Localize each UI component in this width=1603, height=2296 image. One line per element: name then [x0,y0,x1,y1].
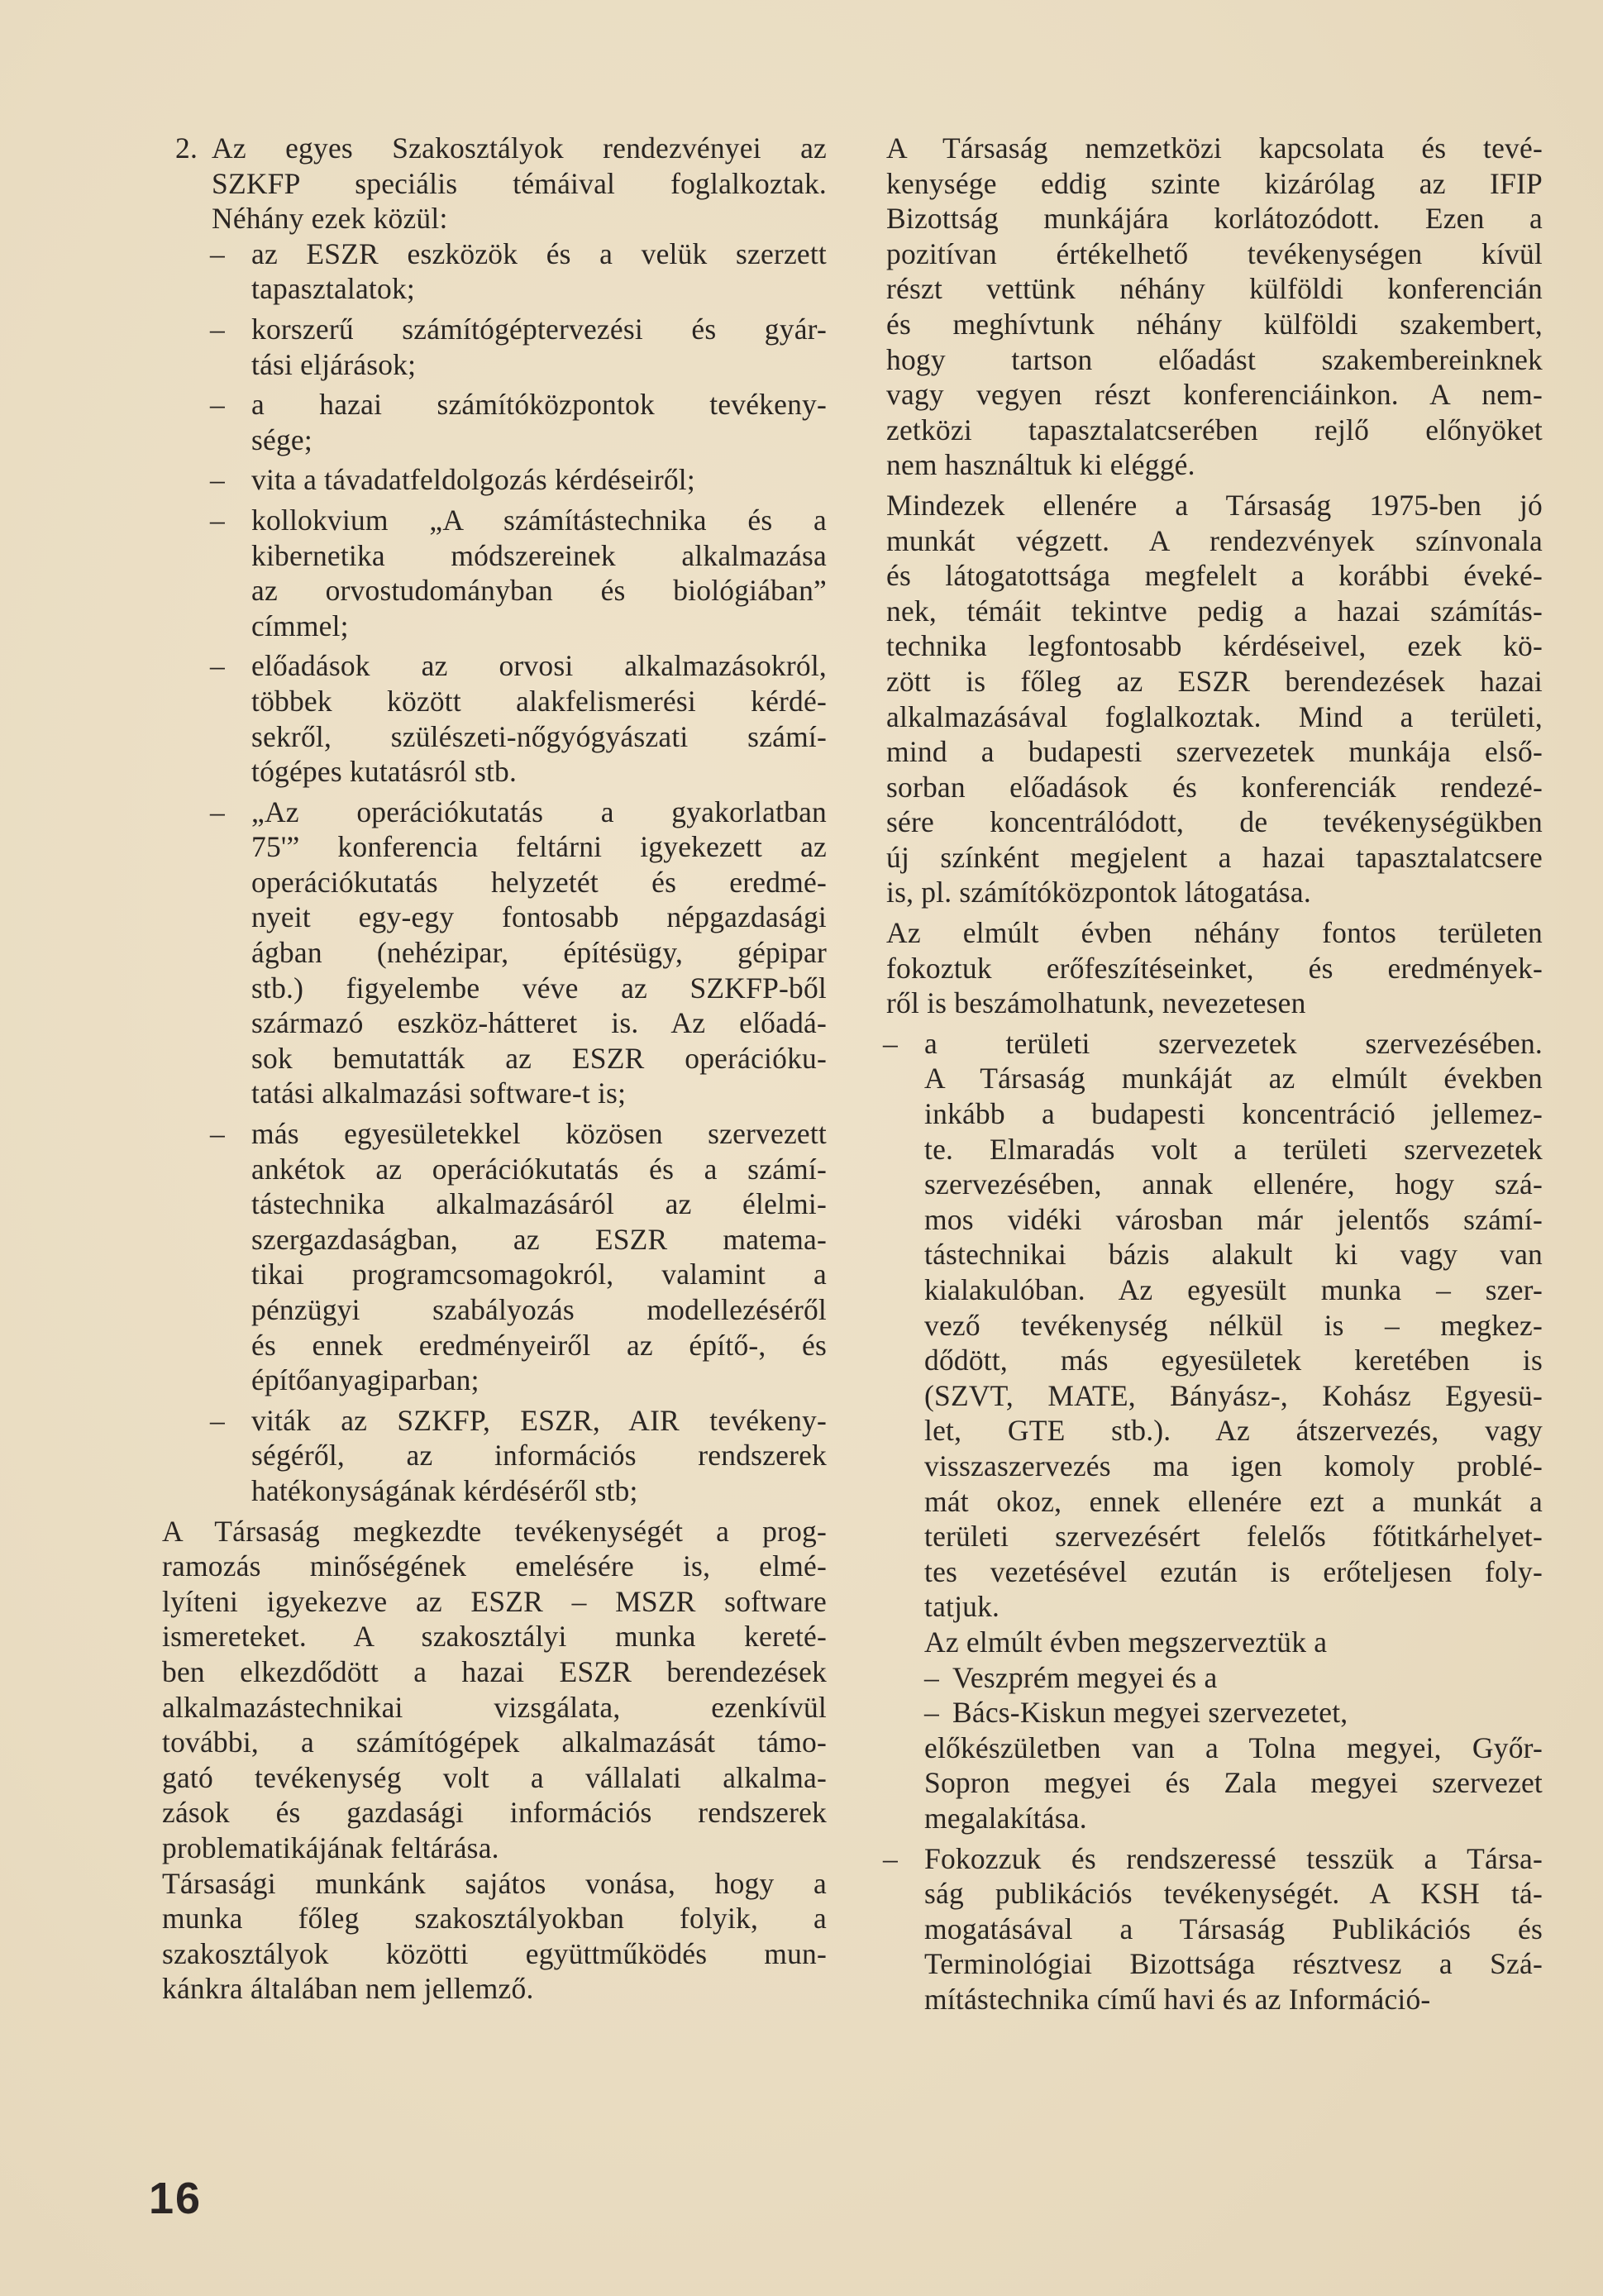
section-2-list [162,236,827,1509]
text-line: mos vidéki városban már jelentős számí- [924,1202,1543,1236]
text-line: az ESZR eszközök és a velük szerzett [251,236,827,270]
list-item [162,1403,827,1509]
text-line: operációkutatás helyzetét és eredmé- [251,865,827,899]
text-line: technika legfontosabb kérdéseivel, ezek kö- [886,629,1543,663]
text-line: ségéről, az információs rendszerek [251,1439,827,1473]
text-line: problematikájának feltárása. [162,1831,499,1864]
text-line: inkább a budapesti koncentráció jellemez- [924,1097,1543,1131]
text-line: sok bemutatták az ESZR operációku- [251,1041,827,1075]
text-line: A Társaság megkezdte tevékenységét a prog- [162,1514,827,1548]
text-line: tatjuk. [924,1590,1000,1624]
dash-bullet-icon: – [210,463,225,497]
dash-bullet-icon: – [210,649,225,683]
text-line: stb.) figyelembe véve az SZKFP-ből [251,971,827,1005]
text-line: tatási alkalmazási software-t is; [251,1076,627,1110]
text-line: zött is főleg az ESZR berendezések hazai [886,664,1543,698]
text-line: Mindezek ellenére a Társaság 1975-ben jó [886,488,1543,522]
text-line: sekről, szülészeti-nőgyógyászati számí- [251,719,827,753]
text-line: sége; [251,422,312,456]
left-paragraphs [162,1514,827,2007]
text-line: kollokvium „A számítástechnika és a [251,503,827,537]
right-column [883,131,1543,2022]
text-line: munkát végzett. A rendezvények színvonala [886,523,1543,557]
text-line: sére koncentrálódott, de tevékenységükben [886,805,1543,839]
paragraph [886,131,1543,483]
text-line: mát okoz, ennek ellenére ezt a munkát a [924,1484,1543,1518]
text-line: nem használtuk ki eléggé. [886,448,1195,482]
page-number: 16 [149,2174,203,2223]
sub-list-intro: Az elmúlt évben megszerveztük a [924,1625,1328,1659]
text-line: let, GTE stb.). Az átszervezés, vagy [924,1414,1543,1448]
text-line: szervezésében, annak ellenére, hogy szá- [924,1167,1543,1201]
text-line: az orvostudományban és biológiában” [251,574,827,608]
text-line: hatékonyságának kérdéséről stb; [251,1473,638,1507]
text-line: pénzügyi szabályozás modellezéséről [251,1293,827,1326]
text-line: területi szervezésért felelős főtitkárhelyet- [924,1520,1543,1554]
text-line: (SZVT, MATE, Bányász-, Kohász Egyesü- [924,1378,1543,1412]
text-line: SZKFP speciális témáival foglalkoztak. [212,166,827,200]
text-line: előkészületben van a Tolna megyei, Győr- [924,1730,1543,1764]
text-line: nyeit egy-egy fontosabb népgazdasági [251,900,827,934]
list-item [162,462,827,498]
dash-bullet-icon: – [924,1660,939,1694]
text-line: Az elmúlt évben néhány fontos területen [886,916,1543,950]
dash-bullet-icon: – [210,1403,225,1437]
text-line: tástechnika alkalmazásáról az élelmi- [251,1187,827,1221]
text-line: is, pl. számítóközpontok látogatása. [886,876,1311,909]
text-line: vita a távadatfeldolgozás kérdéseiről; [251,463,695,497]
text-line: szergazdaságban, az ESZR matema- [251,1222,827,1256]
text-line: Fokozzuk és rendszeressé tesszük a Társa- [924,1841,1543,1875]
paragraph [162,1866,827,2007]
sub-list-text: Bács-Kiskun megyei szervezetet, [952,1696,1348,1730]
text-line: más egyesületekkel közösen szervezett [251,1117,827,1151]
list-item [162,503,827,643]
text-line: dődött, más egyesületek keretében is [924,1344,1543,1377]
text-line: tapasztalatok; [251,272,415,306]
list-item [162,312,827,382]
dash-bullet-icon: – [210,236,225,270]
text-line: szakosztályok közötti együttműködés mun- [162,1936,827,1970]
text-line: hogy tartson előadást szakembereinknek [886,342,1543,376]
text-line: alkalmazásával foglalkoztak. Mind a területi, [886,699,1543,733]
text-line: Terminológiai Bizottsága résztvesz a Szá- [924,1947,1543,1981]
paragraph [162,1514,827,1866]
text-line: viták az SZKFP, ESZR, AIR tevékeny- [251,1403,827,1437]
section-2-intro [162,131,827,236]
text-line: alkalmazástechnikai vizsgálata, ezenkívül [162,1690,827,1724]
sub-list-text: Veszprém megyei és a [952,1660,1218,1694]
text-line: vező tevékenység nélkül is – megkez- [924,1308,1543,1342]
text-line: „Az operációkutatás a gyakorlatban [251,795,827,828]
dash-bullet-icon: – [210,312,225,346]
text-line: kánkra általában nem jellemző. [162,1972,534,2006]
text-line: ben elkezdődött a hazai ESZR berendezések [162,1654,827,1688]
text-line: címmel; [251,609,349,642]
dash-bullet-icon: – [210,503,225,537]
text-line: ság publikációs tevékenységét. A KSH tá- [924,1877,1543,1911]
list-item [883,1026,1543,1836]
text-line: a hazai számítóközpontok tevékeny- [251,388,827,422]
text-line: gató tevékenység volt a vállalati alkalma- [162,1760,827,1794]
list-item [162,1116,827,1398]
text-line: mind a budapesti szervezetek munkája első- [886,735,1543,769]
text-line: ágban (nehézipar, építésügy, gépipar [251,936,827,970]
text-line: sorban előadások és konferenciák rendezé- [886,770,1543,804]
dash-bullet-icon: – [883,1026,898,1060]
paragraph [886,488,1543,910]
text-line: A Társaság nemzetközi kapcsolata és tevé- [886,131,1543,165]
dash-bullet-icon: – [210,1117,225,1151]
text-line: Sopron megyei és Zala megyei szervezet [924,1766,1543,1800]
text-line: kialakulóban. Az egyesült munka – szer- [924,1273,1543,1306]
text-line: A Társaság munkáját az elmúlt években [924,1062,1543,1095]
text-line: te. Elmaradás volt a területi szervezetek [924,1132,1543,1166]
text-line: zások és gazdasági információs rendszerek [162,1796,827,1830]
text-line: mítástechnika című havi és az Információ- [924,1982,1431,2016]
dash-bullet-icon: – [883,1841,898,1875]
text-line: visszaszervezés ma igen komoly problé- [924,1449,1543,1482]
text-line: és meghívtunk néhány külföldi szakembert, [886,307,1543,341]
text-line: zetközi tapasztalatcserében rejlő előnyöket [886,413,1543,446]
text-line: tes vezetésével ezután is erőteljesen foly- [924,1554,1543,1588]
text-line: lyíteni igyekezve az ESZR – MSZR software [162,1584,827,1618]
text-line: építőanyagiparban; [251,1363,479,1397]
sub-list-item [924,1660,1543,1696]
section-number: 2. [175,131,198,165]
text-line: részt vettünk néhány külföldi konferencián [886,272,1543,306]
text-line: Néhány ezek közül: [212,202,448,236]
list-item [162,387,827,457]
text-line: ről is beszámolhatunk, nevezetesen [886,986,1306,1020]
dash-bullet-icon: – [924,1696,939,1730]
text-line: és ennek eredményeiről az építő-, és [251,1328,827,1362]
text-line: ankétok az operációkutatás és a számí- [251,1152,827,1186]
text-line: tógépes kutatásról stb. [251,755,518,789]
text-line: Bizottság munkájára korlátozódott. Ezen a [886,202,1543,236]
text-line: további, a számítógépek alkalmazását támo- [162,1726,827,1759]
text-line: munka főleg szakosztályokban folyik, a [162,1902,827,1936]
text-line: tikai programcsomagokról, valamint a [251,1258,827,1291]
left-column [162,131,827,2007]
right-paragraphs [886,131,1543,1021]
text-line: tási eljárások; [251,347,417,381]
text-line: korszerű számítógéptervezési és gyár- [251,312,827,346]
text-line: mogatásával a Társaság Publikációs és [924,1912,1543,1945]
text-line: pozitívan értékelhető tevékenységen kívül [886,236,1543,270]
text-line: kibernetika módszereinek alkalmazása [251,538,827,572]
text-line: Társasági munkánk sajátos vonása, hogy a [162,1866,827,1900]
list-item [883,1841,1543,2017]
text-line: vagy vegyen részt konferenciáinkon. A nem- [886,378,1543,412]
sub-list-item [924,1695,1543,1730]
text-line: 75'” konferencia feltárni igyekezett az [251,830,827,864]
list-item [162,648,827,789]
text-line: ismereteket. A szakosztályi munka kereté- [162,1620,827,1654]
text-line: tástechnikai bázis alakult ki vagy van [924,1238,1543,1272]
text-line: előadások az orvosi alkalmazásokról, [251,649,827,683]
text-line: Az egyes Szakosztályok rendezvényei az [212,131,827,165]
text-line: származó eszköz-hátteret is. Az előadá- [251,1006,827,1040]
right-list [883,1026,1543,2017]
list-item [162,236,827,307]
text-line: ramozás minőségének emelésére is, elmé- [162,1549,827,1583]
text-line: a területi szervezetek szervezésében. [924,1026,1543,1060]
text-line: többek között alakfelismerési kérdé- [251,684,827,718]
text-line: nek, témáit tekintve pedig a hazai számítás- [886,594,1543,628]
dash-bullet-icon: – [210,795,225,828]
text-line: fokoztuk erőfeszítéseinket, és eredmények- [886,951,1543,985]
list-item [162,795,827,1111]
text-line: és látogatottsága megfelelt a korábbi éveké- [886,559,1543,593]
dash-bullet-icon: – [210,388,225,422]
text-line: új színként megjelent a hazai tapasztalatcsere [886,840,1543,874]
text-line: megalakítása. [924,1801,1087,1835]
text-line: kenysége eddig szinte kizárólag az IFIP [886,166,1543,200]
paragraph [886,915,1543,1021]
